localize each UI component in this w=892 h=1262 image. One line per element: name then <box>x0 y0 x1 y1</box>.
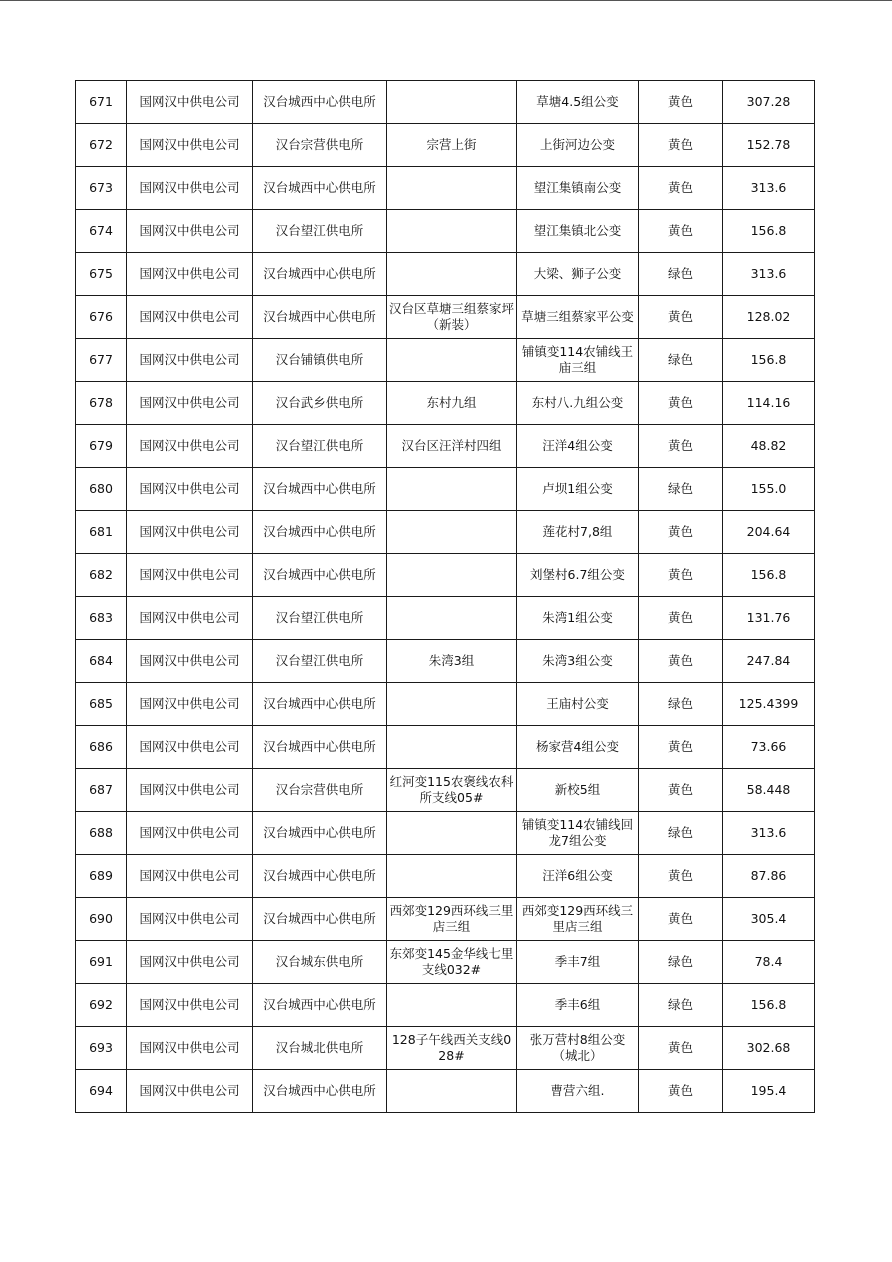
cell-id: 675 <box>76 253 127 296</box>
cell-company: 国网汉中供电公司 <box>127 1070 253 1113</box>
cell-company: 国网汉中供电公司 <box>127 898 253 941</box>
cell-station: 汉台城西中心供电所 <box>253 855 387 898</box>
cell-level: 黄色 <box>639 597 723 640</box>
cell-value: 247.84 <box>723 640 815 683</box>
cell-level: 黄色 <box>639 898 723 941</box>
cell-transformer: 朱湾1组公变 <box>517 597 639 640</box>
table-row <box>76 1027 815 1070</box>
cell-company: 国网汉中供电公司 <box>127 855 253 898</box>
cell-company: 国网汉中供电公司 <box>127 984 253 1027</box>
cell-location <box>387 812 517 855</box>
cell-level: 绿色 <box>639 253 723 296</box>
data-table <box>75 80 815 1113</box>
cell-location <box>387 468 517 511</box>
cell-station: 汉台望江供电所 <box>253 425 387 468</box>
table-row <box>76 812 815 855</box>
cell-company: 国网汉中供电公司 <box>127 554 253 597</box>
cell-id: 688 <box>76 812 127 855</box>
cell-id: 680 <box>76 468 127 511</box>
cell-value: 155.0 <box>723 468 815 511</box>
cell-level: 黄色 <box>639 1027 723 1070</box>
cell-value: 156.8 <box>723 210 815 253</box>
cell-id: 673 <box>76 167 127 210</box>
cell-level: 黄色 <box>639 855 723 898</box>
cell-id: 679 <box>76 425 127 468</box>
cell-company: 国网汉中供电公司 <box>127 812 253 855</box>
cell-value: 48.82 <box>723 425 815 468</box>
cell-location <box>387 339 517 382</box>
cell-value: 78.4 <box>723 941 815 984</box>
cell-id: 678 <box>76 382 127 425</box>
cell-level: 黄色 <box>639 769 723 812</box>
cell-transformer: 杨家营4组公变 <box>517 726 639 769</box>
cell-location: 汉台区草塘三组蔡家坪（新装） <box>387 296 517 339</box>
cell-id: 685 <box>76 683 127 726</box>
cell-value: 73.66 <box>723 726 815 769</box>
cell-level: 黄色 <box>639 1070 723 1113</box>
cell-id: 693 <box>76 1027 127 1070</box>
cell-id: 672 <box>76 124 127 167</box>
cell-station: 汉台望江供电所 <box>253 210 387 253</box>
cell-level: 绿色 <box>639 339 723 382</box>
cell-company: 国网汉中供电公司 <box>127 640 253 683</box>
cell-transformer: 草塘4.5组公变 <box>517 81 639 124</box>
cell-id: 690 <box>76 898 127 941</box>
cell-id: 684 <box>76 640 127 683</box>
table-row <box>76 898 815 941</box>
table-row <box>76 554 815 597</box>
cell-level: 黄色 <box>639 167 723 210</box>
cell-level: 绿色 <box>639 941 723 984</box>
cell-location <box>387 210 517 253</box>
cell-company: 国网汉中供电公司 <box>127 296 253 339</box>
table-row <box>76 597 815 640</box>
cell-location <box>387 554 517 597</box>
cell-company: 国网汉中供电公司 <box>127 511 253 554</box>
cell-location: 朱湾3组 <box>387 640 517 683</box>
cell-station: 汉台宗营供电所 <box>253 124 387 167</box>
table-row <box>76 468 815 511</box>
cell-value: 87.86 <box>723 855 815 898</box>
cell-company: 国网汉中供电公司 <box>127 167 253 210</box>
table-row <box>76 683 815 726</box>
cell-value: 156.8 <box>723 554 815 597</box>
cell-level: 绿色 <box>639 812 723 855</box>
table-row <box>76 425 815 468</box>
cell-location <box>387 167 517 210</box>
cell-id: 691 <box>76 941 127 984</box>
cell-level: 黄色 <box>639 124 723 167</box>
cell-company: 国网汉中供电公司 <box>127 726 253 769</box>
cell-station: 汉台城西中心供电所 <box>253 296 387 339</box>
cell-transformer: 曹营六组. <box>517 1070 639 1113</box>
cell-company: 国网汉中供电公司 <box>127 81 253 124</box>
cell-value: 156.8 <box>723 984 815 1027</box>
cell-station: 汉台城北供电所 <box>253 1027 387 1070</box>
cell-transformer: 上街河边公变 <box>517 124 639 167</box>
table-row <box>76 1070 815 1113</box>
cell-station: 汉台宗营供电所 <box>253 769 387 812</box>
table-body <box>76 81 815 1113</box>
cell-transformer: 大梁、狮子公变 <box>517 253 639 296</box>
cell-id: 686 <box>76 726 127 769</box>
cell-value: 204.64 <box>723 511 815 554</box>
cell-company: 国网汉中供电公司 <box>127 425 253 468</box>
cell-station: 汉台望江供电所 <box>253 640 387 683</box>
cell-transformer: 望江集镇北公变 <box>517 210 639 253</box>
cell-transformer: 朱湾3组公变 <box>517 640 639 683</box>
cell-value: 152.78 <box>723 124 815 167</box>
cell-station: 汉台城西中心供电所 <box>253 1070 387 1113</box>
cell-location <box>387 1070 517 1113</box>
cell-location: 红河变115农褒线农科所支线05# <box>387 769 517 812</box>
cell-company: 国网汉中供电公司 <box>127 468 253 511</box>
cell-level: 黄色 <box>639 511 723 554</box>
cell-value: 58.448 <box>723 769 815 812</box>
cell-id: 671 <box>76 81 127 124</box>
cell-station: 汉台城西中心供电所 <box>253 812 387 855</box>
table-row <box>76 124 815 167</box>
cell-transformer: 王庙村公变 <box>517 683 639 726</box>
cell-transformer: 莲花村7,8组 <box>517 511 639 554</box>
page-top-rule <box>0 0 892 1</box>
cell-station: 汉台城西中心供电所 <box>253 554 387 597</box>
cell-level: 黄色 <box>639 382 723 425</box>
cell-value: 131.76 <box>723 597 815 640</box>
cell-company: 国网汉中供电公司 <box>127 597 253 640</box>
cell-id: 674 <box>76 210 127 253</box>
cell-transformer: 铺镇变114农铺线回龙7组公变 <box>517 812 639 855</box>
cell-location <box>387 683 517 726</box>
cell-value: 313.6 <box>723 167 815 210</box>
cell-level: 黄色 <box>639 425 723 468</box>
cell-station: 汉台城西中心供电所 <box>253 683 387 726</box>
cell-transformer: 望江集镇南公变 <box>517 167 639 210</box>
cell-station: 汉台城西中心供电所 <box>253 898 387 941</box>
cell-station: 汉台武乡供电所 <box>253 382 387 425</box>
cell-id: 692 <box>76 984 127 1027</box>
cell-location <box>387 81 517 124</box>
cell-location: 汉台区汪洋村四组 <box>387 425 517 468</box>
cell-station: 汉台铺镇供电所 <box>253 339 387 382</box>
cell-transformer: 铺镇变114农铺线王庙三组 <box>517 339 639 382</box>
cell-location: 东村九组 <box>387 382 517 425</box>
cell-level: 黄色 <box>639 296 723 339</box>
cell-company: 国网汉中供电公司 <box>127 124 253 167</box>
table-row <box>76 855 815 898</box>
cell-transformer: 汪洋4组公变 <box>517 425 639 468</box>
cell-company: 国网汉中供电公司 <box>127 941 253 984</box>
cell-station: 汉台城西中心供电所 <box>253 984 387 1027</box>
cell-location <box>387 511 517 554</box>
cell-id: 689 <box>76 855 127 898</box>
cell-location <box>387 726 517 769</box>
cell-value: 128.02 <box>723 296 815 339</box>
cell-location: 东郊变145金华线七里支线032# <box>387 941 517 984</box>
cell-transformer: 汪洋6组公变 <box>517 855 639 898</box>
cell-company: 国网汉中供电公司 <box>127 683 253 726</box>
cell-level: 绿色 <box>639 468 723 511</box>
cell-level: 黄色 <box>639 640 723 683</box>
cell-transformer: 草塘三组蔡家平公变 <box>517 296 639 339</box>
cell-transformer: 季丰7组 <box>517 941 639 984</box>
table-row <box>76 339 815 382</box>
cell-station: 汉台城西中心供电所 <box>253 468 387 511</box>
cell-company: 国网汉中供电公司 <box>127 253 253 296</box>
cell-location: 128子午线西关支线028# <box>387 1027 517 1070</box>
cell-level: 黄色 <box>639 554 723 597</box>
table-row <box>76 167 815 210</box>
cell-value: 195.4 <box>723 1070 815 1113</box>
cell-id: 681 <box>76 511 127 554</box>
cell-company: 国网汉中供电公司 <box>127 210 253 253</box>
cell-value: 114.16 <box>723 382 815 425</box>
cell-company: 国网汉中供电公司 <box>127 1027 253 1070</box>
table-row <box>76 81 815 124</box>
cell-company: 国网汉中供电公司 <box>127 339 253 382</box>
cell-station: 汉台城西中心供电所 <box>253 253 387 296</box>
cell-location <box>387 855 517 898</box>
cell-level: 绿色 <box>639 683 723 726</box>
table-row <box>76 382 815 425</box>
cell-value: 313.6 <box>723 253 815 296</box>
cell-location <box>387 984 517 1027</box>
cell-id: 676 <box>76 296 127 339</box>
cell-transformer: 季丰6组 <box>517 984 639 1027</box>
cell-company: 国网汉中供电公司 <box>127 382 253 425</box>
cell-station: 汉台城西中心供电所 <box>253 167 387 210</box>
cell-id: 694 <box>76 1070 127 1113</box>
cell-station: 汉台城西中心供电所 <box>253 726 387 769</box>
cell-value: 302.68 <box>723 1027 815 1070</box>
table-row <box>76 640 815 683</box>
table-row <box>76 941 815 984</box>
table-row <box>76 769 815 812</box>
cell-station: 汉台城东供电所 <box>253 941 387 984</box>
cell-transformer: 刘堡村6.7组公变 <box>517 554 639 597</box>
cell-transformer: 张万营村8组公变（城北） <box>517 1027 639 1070</box>
cell-location: 宗营上街 <box>387 124 517 167</box>
cell-level: 绿色 <box>639 984 723 1027</box>
cell-value: 125.4399 <box>723 683 815 726</box>
table-row <box>76 253 815 296</box>
cell-station: 汉台城西中心供电所 <box>253 81 387 124</box>
cell-station: 汉台望江供电所 <box>253 597 387 640</box>
cell-station: 汉台城西中心供电所 <box>253 511 387 554</box>
cell-company: 国网汉中供电公司 <box>127 769 253 812</box>
cell-level: 黄色 <box>639 210 723 253</box>
cell-transformer: 西郊变129西环线三里店三组 <box>517 898 639 941</box>
cell-value: 305.4 <box>723 898 815 941</box>
cell-transformer: 新校5组 <box>517 769 639 812</box>
cell-id: 687 <box>76 769 127 812</box>
cell-value: 156.8 <box>723 339 815 382</box>
cell-location <box>387 597 517 640</box>
cell-level: 黄色 <box>639 81 723 124</box>
cell-transformer: 东村八.九组公变 <box>517 382 639 425</box>
cell-level: 黄色 <box>639 726 723 769</box>
cell-id: 677 <box>76 339 127 382</box>
cell-location <box>387 253 517 296</box>
table-row <box>76 296 815 339</box>
table-row <box>76 726 815 769</box>
cell-location: 西郊变129西环线三里店三组 <box>387 898 517 941</box>
cell-id: 682 <box>76 554 127 597</box>
cell-value: 307.28 <box>723 81 815 124</box>
cell-id: 683 <box>76 597 127 640</box>
table-row <box>76 511 815 554</box>
cell-transformer: 卢坝1组公变 <box>517 468 639 511</box>
table-row <box>76 984 815 1027</box>
cell-value: 313.6 <box>723 812 815 855</box>
table-row <box>76 210 815 253</box>
